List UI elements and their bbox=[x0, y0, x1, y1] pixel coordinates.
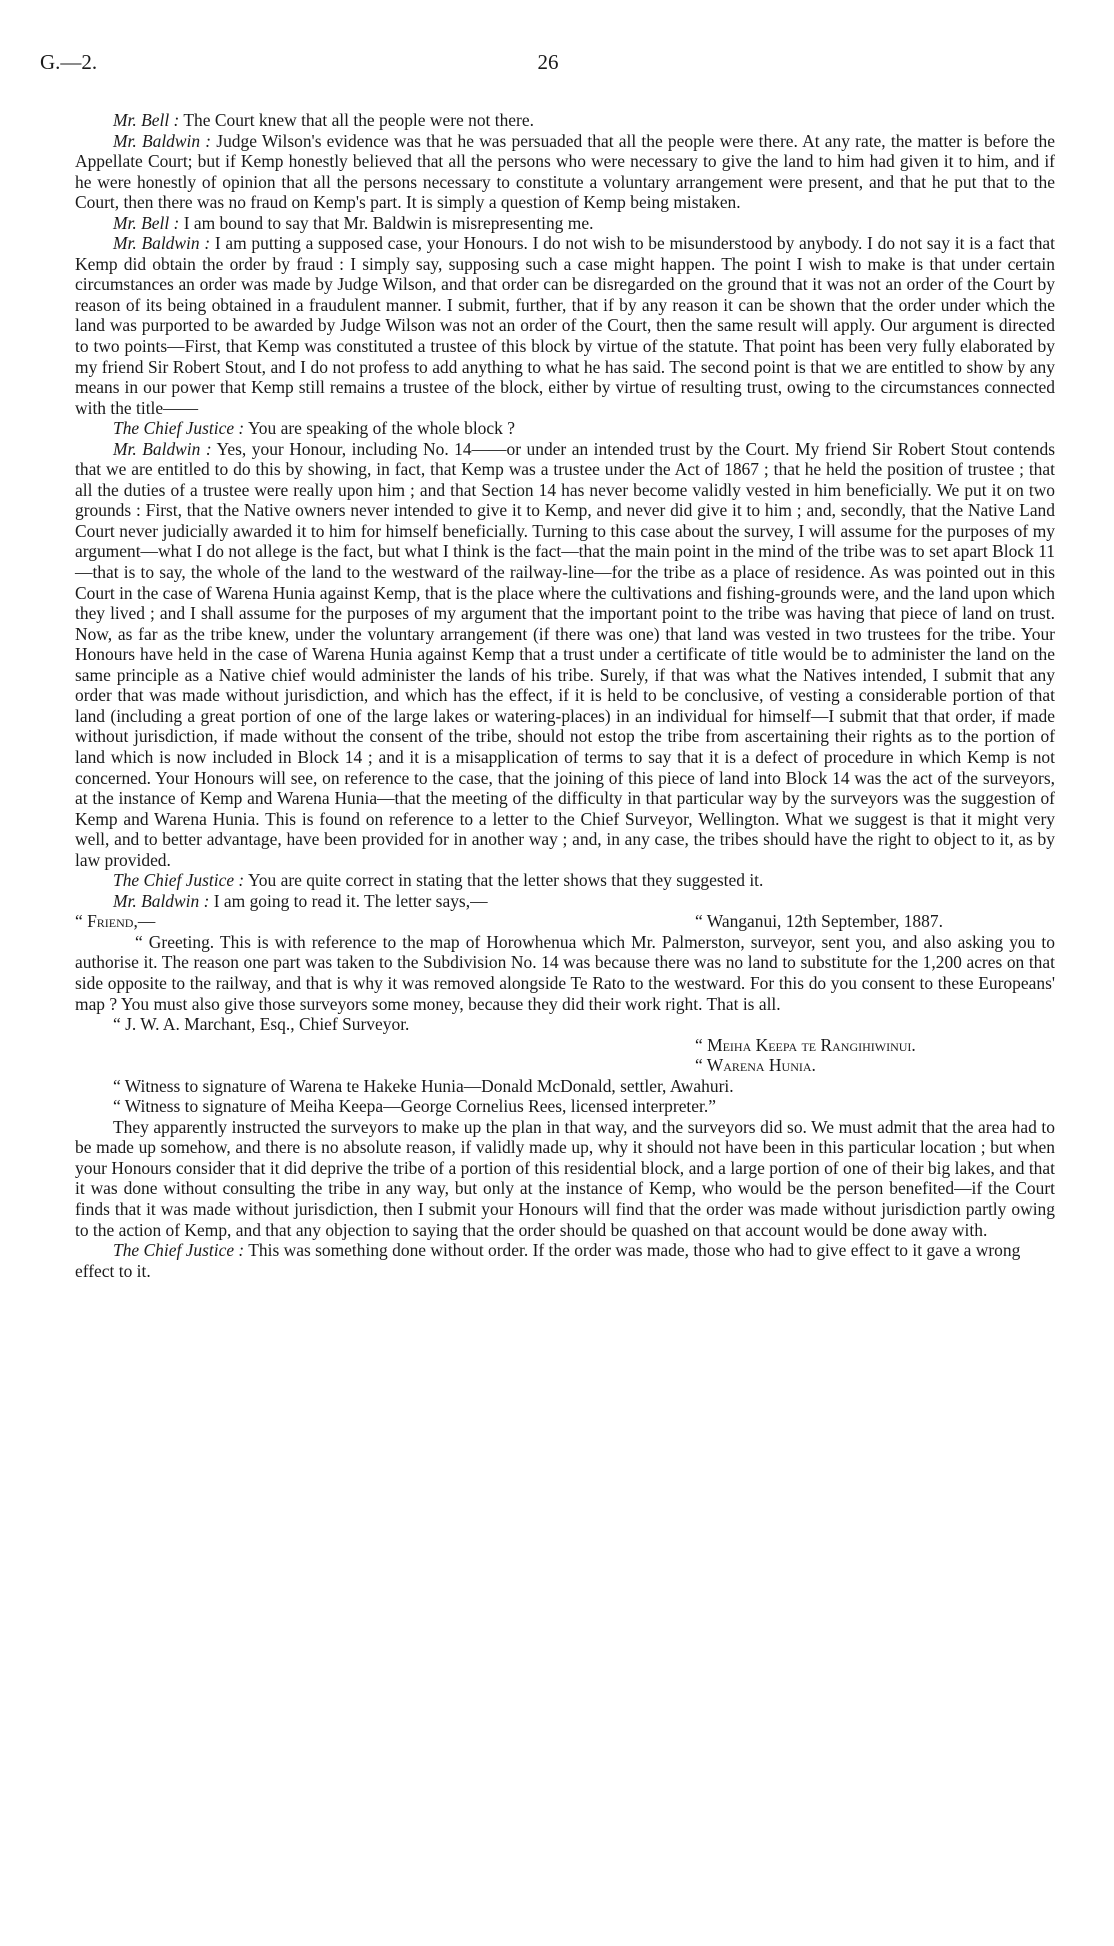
speaker-name: Mr. Baldwin : bbox=[113, 233, 211, 254]
paragraph-text: You are speaking of the whole block ? bbox=[244, 418, 515, 439]
paragraph bbox=[75, 110, 1055, 131]
paragraph-text: This was something done without order. If the order was made, those who had to give effect to it gave a wrong effect to it. bbox=[75, 1240, 1021, 1281]
paragraph bbox=[75, 439, 1055, 870]
paragraph-text: I am going to read it. The letter says,— bbox=[209, 890, 488, 911]
speaker-name: Mr. Baldwin : bbox=[113, 438, 212, 459]
paragraph: They apparently instructed the surveyors to make up the plan in that way, and the surveyors did so. We must admit that the area had to be made up somehow, and there is no absolute reason, if validly made up, why it should not have been in this particular location ; but when your Honours consider that it did deprive the tribe of a portion of this residential block, and a large portion of one of their big lakes, and that it was done without consulting the tribe in any way, but only at the instance of Kemp, who would be the person benefited—if the Court finds that it was made without jurisdiction, then I submit your Honours will find that the order was made without jurisdiction partly owing to the action of Kemp, and that any objection to saying that the order should be quashed on that account would be done away with. bbox=[75, 1116, 1055, 1240]
page-header bbox=[40, 50, 1056, 84]
paragraph bbox=[75, 891, 1055, 912]
letter-signatory: “ Warena Hunia. bbox=[695, 1055, 816, 1076]
speaker-name: The Chief Justice : bbox=[113, 1240, 245, 1261]
paragraph-text: Judge Wilson's evidence was that he was persuaded that all the people were there. At any rate, the matter is before the Appellate Court; but if Kemp honestly believed that all the persons who were necessary to give the land to him had given it to him, and if he were honestly of opinion that all the persons necessary to constitute a voluntary arrangement were present, and that he put that to the Court, then there was no fraud on Kemp's part. It is simply a question of Kemp being mistaken. bbox=[75, 130, 1055, 213]
page-number: 26 bbox=[537, 50, 559, 74]
paragraph bbox=[75, 870, 1055, 891]
speaker-name: Mr. Bell : bbox=[113, 212, 180, 233]
paragraph bbox=[75, 1240, 1055, 1281]
paragraph bbox=[75, 418, 1055, 439]
document-reference: G.—2. bbox=[40, 50, 98, 74]
letter-body: “ Greeting. This is with reference to the map of Horowhenua which Mr. Palmerston, surveyor, sent you, and also asking you to authorise it. The reason one part was taken to the Subdivision No. 14 was because there was no land to substitute for the 1,200 acres on that side opposite to the railway, and that is why it was removed alongside Te Rato to the westward. For this do you consent to these Europeans' map ? You must also give those surveyors some money, because they did their work right. That is all. bbox=[75, 931, 1055, 1014]
letter-place-date: “ Wanganui, 12th September, 1887. bbox=[695, 911, 943, 932]
paragraph-text: Yes, your Honour, including No. 14——or under an intended trust by the Court. My friend Sir Robert Stout contends that we are entitled to do this by showing, in fact, that Kemp was a trustee under the Act of 1867 ; that he held the position of trustee ; that all the duties of a trustee were really upon him ; and that Section 14 has never become validly vested in him beneficially. We put it on two grounds : First, that the Native owners never intended to give it to Kemp, and never did give it to him ; and, secondly, that the Native Land Court never judicially awarded it to him for himself beneficially. Turning to this case about the survey, I will assume for the purposes of my argument—what I do not allege is the fact, but what I think is the fact—that the main point in the mind of the tribe was to set apart Block 11—that is to say, the whole of the land to the westward of the railway-line—for the tribe as a place of residence. As was pointed out in this Court in the case of Warena Hunia against Kemp, that is the place where the cultivations and fishing-grounds were, and the land upon which they lived ; and I shall assume for the purposes of my argument that the important point to the tribe was having that piece of land on trust. Now, as far as the tribe knew, under the voluntary arrangement (if there was one) that land was vested in two trustees for the tribe. Your Honours have held in the case of Warena Hunia against Kemp that a trust under a certificate of title would be to administer the land on the same principle as a Native chief would administer the lands of his tribe. Surely, if that was what the Natives intended, I submit that any order that was made without jurisdiction, and which has the effect, if it is held to be conclusive, of vesting a considerable portion of that land (including a great portion of one of the large lakes or watering-places) in an individual for himself—I submit that that order, if made without jurisdiction, if made without the consent of the tribe, should not estop the tribe from ascertaining their rights as to the portion of land which is now included in Block 14 ; and it is a misapplication of terms to say that it is a defect of procedure in which Kemp is not concerned. Your Honours will see, on reference to the case, that the joining of this piece of land into Block 14 was the act of the surveyors, at the instance of Kemp and Warena Hunia—that the meeting of the difficulty in that particular way by the surveyors was the suggestion of Kemp and Warena Hunia. This is found on reference to a letter to the Chief Surveyor, Wellington. What we suggest is that it might very well, and to better advantage, have been provided for in another way ; and, in any case, the tribes should have the right to object to it, as by law provided. bbox=[75, 438, 1055, 870]
paragraph bbox=[75, 131, 1055, 213]
speaker-name: The Chief Justice : bbox=[113, 418, 245, 439]
letter-salutation: “ Friend,— bbox=[75, 911, 156, 932]
document-body bbox=[75, 110, 1055, 1281]
letter-witness: “ Witness to signature of Meiha Keepa—George Cornelius Rees, licensed interpreter.” bbox=[113, 1096, 716, 1117]
paragraph bbox=[75, 213, 1055, 234]
speaker-name: Mr. Baldwin : bbox=[113, 890, 210, 911]
letter-heading bbox=[75, 911, 1055, 932]
speaker-name: The Chief Justice : bbox=[113, 870, 245, 891]
letter-signatory: “ Meiha Keepa te Rangihiwinui. bbox=[695, 1034, 916, 1055]
speaker-name: Mr. Baldwin : bbox=[113, 130, 212, 151]
paragraph-text: The Court knew that all the people were not there. bbox=[179, 110, 534, 130]
letter-addressee: “ J. W. A. Marchant, Esq., Chief Surveyor. bbox=[113, 1014, 410, 1035]
paragraph bbox=[75, 233, 1055, 418]
paragraph-text: I am putting a supposed case, your Honours. I do not wish to be misunderstood by anybody. I do not say it is a fact that Kemp did obtain the order by fraud : I simply say, supposing such a case might happen. The point I wish to make is that under certain circumstances an order was made by Judge Wilson, and that order can be disregarded on the ground that it was not an order of the Court by reason of its being obtained in a fraudulent manner. I submit, further, that if by any reason it can be shown that the order under which the land was purported to be awarded by Judge Wilson was not an order of the Court, then the same result will apply. Our argument is directed to two points—First, that Kemp was constituted a trustee of this block by virtue of the statute. That point has been very fully elaborated by my friend Sir Robert Stout, and I do not profess to add anything to what he has said. The second point is that we are entitled to show by any means in our power that Kemp still remains a trustee of the block, either by virtue of resulting trust, owing to the circumstances connected with the title—— bbox=[75, 233, 1055, 418]
paragraph-text: You are quite correct in stating that the letter shows that they suggested it. bbox=[244, 870, 764, 891]
speaker-name: Mr. Bell : bbox=[113, 110, 180, 130]
paragraph-text: I am bound to say that Mr. Baldwin is misrepresenting me. bbox=[179, 212, 594, 233]
letter-witness: “ Witness to signature of Warena te Hakeke Hunia—Donald McDonald, settler, Awahuri. bbox=[113, 1075, 734, 1096]
